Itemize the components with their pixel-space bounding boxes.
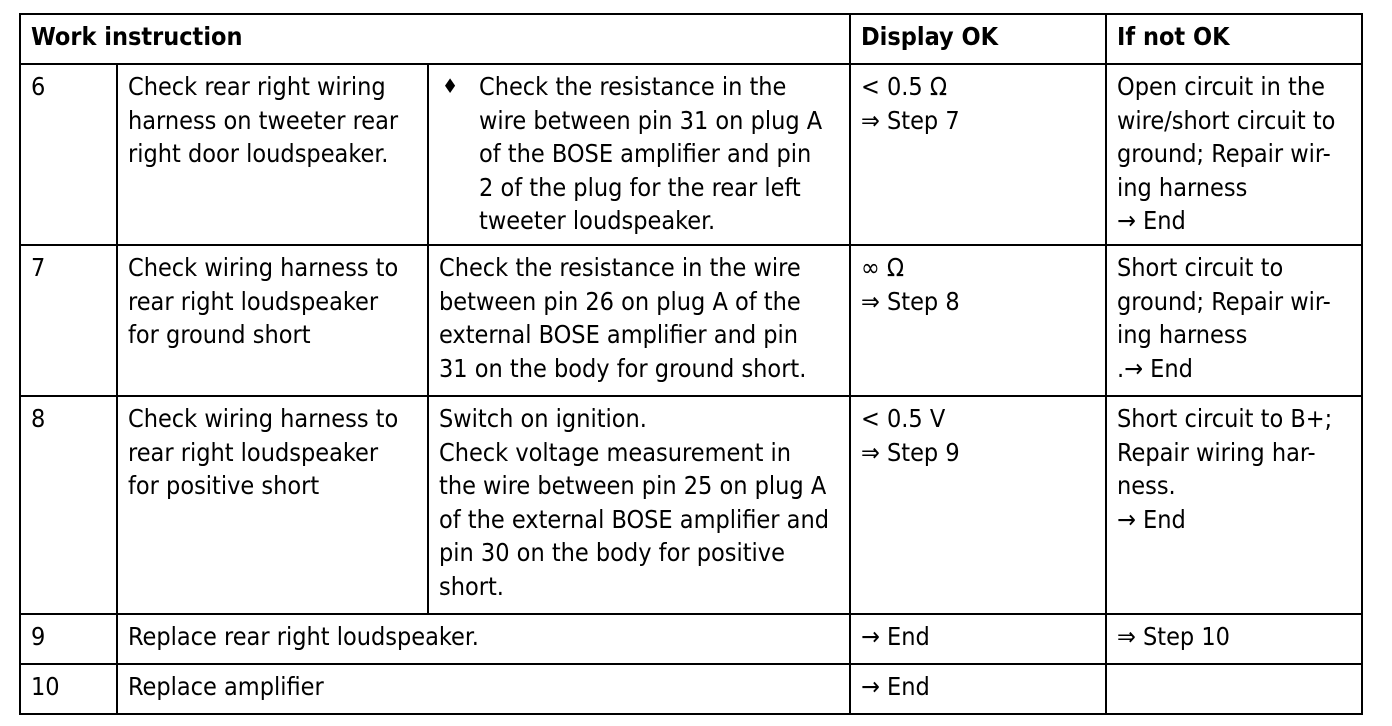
header-row [20,14,1362,64]
step-number: 9 [20,614,117,664]
header-display-ok: Display OK [850,14,1106,64]
check-description: Check wiring harness to rear right loudspeaker for positive short [117,396,428,614]
table-row [20,64,1362,245]
instruction-detail: Switch on ignition. Check voltage measurement in the wire between pin 25 on plug A of the external BOSE amplifier and pin 30 on the body for positive short. [428,396,850,614]
display-ok-cell: → End [850,664,1106,714]
if-not-ok-cell: Short circuit to ground; Repair wir- ing harness .→ End [1106,245,1362,396]
if-not-ok-cell [1106,664,1362,714]
display-ok-cell: < 0.5 V ⇒ Step 9 [850,396,1106,614]
display-ok-cell: → End [850,614,1106,664]
header-if-not-ok: If not OK [1106,14,1362,64]
step-number: 6 [20,64,117,245]
check-description: Check rear right wiring harness on tweeter rear right door loudspeaker. [117,64,428,245]
table-row [20,396,1362,614]
step-number: 8 [20,396,117,614]
instruction-detail: Check the resistance in the wire between pin 26 on plug A of the external BOSE amplifier and pin 31 on the body for ground short. [428,245,850,396]
instruction-detail: ♦ Check the resistance in the wire between pin 31 on plug A of the BOSE amplifier and pin 2 of the plug for the rear left tweeter loudspeaker. [428,64,850,245]
table-row [20,614,1362,664]
header-work-instruction: Work instruction [20,14,850,64]
display-ok-cell: ∞ Ω ⇒ Step 8 [850,245,1106,396]
table-row [20,245,1362,396]
check-description: Check wiring harness to rear right loudspeaker for ground short [117,245,428,396]
check-description: Replace amplifier [117,664,850,714]
work-instruction-table [19,13,1363,715]
step-number: 7 [20,245,117,396]
step-number: 10 [20,664,117,714]
if-not-ok-cell: Short circuit to B+; Repair wiring har- ness. → End [1106,396,1362,614]
if-not-ok-cell: ⇒ Step 10 [1106,614,1362,664]
if-not-ok-cell: Open circuit in the wire/short circuit to ground; Repair wir- ing harness → End [1106,64,1362,245]
display-ok-cell: < 0.5 Ω ⇒ Step 7 [850,64,1106,245]
table-row [20,664,1362,714]
check-description: Replace rear right loudspeaker. [117,614,850,664]
diamond-bullet-icon: ♦ [442,74,459,98]
